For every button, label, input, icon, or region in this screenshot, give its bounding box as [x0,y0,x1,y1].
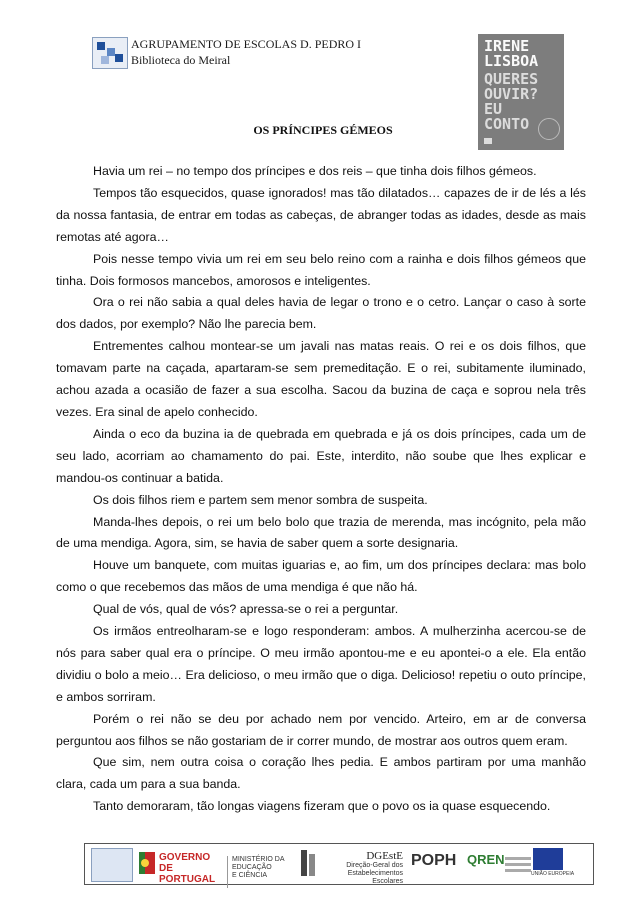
ministerio-logo: MINISTÉRIO DA EDUCAÇÃO E CIÊNCIA [227,856,294,888]
eu-flag-icon [533,848,563,870]
school-logo [92,37,128,69]
paragraph: Entrementes calhou montear-se um javali nas matas reais. O rei e os dois filhos, que tomavam parte na caçada, apartaram-se sem premeditação. E o rei, subitamente iluminado, achou azada a ocasião de fazer a sua escolha. Sacou da buzina de caça e soprou nela três vezes. Era sinal de apelo conhecido. [56,339,586,419]
school-logo-small [91,848,133,882]
paragraph: Tanto demoraram, tão longas viagens fizeram que o povo os ia quase esquecendo. [93,799,551,814]
dandelion-illustration [538,118,560,140]
paragraph: Porém o rei não se deu por achado nem por vencido. Arteiro, em ar de conversa perguntou aos filhos se não gostariam de ir correr mundo, de mostrar aos outros quem eram. [56,711,586,748]
qren-logo: QREN [467,852,505,867]
dgeste-symbol-icon [301,850,317,882]
header [131,36,361,68]
paragraph: Pois nesse tempo vivia um rei em seu belo reino com a rainha e dois filhos gémeos que tinha. Dois formosos mancebos, amorosos e inteligentes. [56,251,586,288]
paragraph: Os irmãos entreolharam-se e logo responderam: ambos. A mulherzinha acercou-se de nós para saber qual era o príncipe. O meu irmão apontou-me e eu apontei-o a ele. Ela então dividiu o bolo a meio… Era delicioso, o meu irmão que o diga. Delicioso! repetiu o outo príncipe, e ambos sorriram. [56,624,586,704]
dgeste-logo: DGEstE Direção-Geral dos Estabelecimentos Escolares [346,850,403,885]
paragraph: Ora o rei não sabia a qual deles havia de legar o trono e o cetro. Lançar o caso à sorte dos dados, por exemplo? Não lhe parecia bem. [56,295,586,332]
library-name: Biblioteca do Meiral [131,53,231,67]
story-body [56,161,586,818]
portugal-flag-icon [139,848,155,880]
qren-text [505,854,531,886]
paragraph: Que sim, nem outra coisa o coração lhes pedia. E ambos partiram por uma manhão clara, cada um para a sua banda. [56,755,586,792]
paragraph: Manda-lhes depois, o rei um belo bolo que trazia de merenda, mas incógnito, pela mão de uma mendiga. Agora, sim, se havia de saber quem a sorte designaria. [56,514,586,551]
school-name: AGRUPAMENTO DE ESCOLAS D. PEDRO I [131,37,362,51]
paragraph: Houve um banquete, com muitas iguarias e, ao fim, um dos príncipes declara: mas bolo como o que recebemos das mãos de uma mendiga é que não há. [56,558,586,595]
paragraph: Qual de vós, qual de vós? apressa-se o rei a perguntar. [93,602,399,617]
paragraph: Tempos tão esquecidos, quase ignorados! mas tão dilatados… capazes de ir de lés a lés da nossa fantasia, de entrar em todas as cabeças, de abranger todas as idades, desde as mais remotas até agora… [56,185,586,244]
eu-logo-text: UNIÃO EUROPEIA [531,871,575,877]
story-title: OS PRÍNCIPES GÉMEOS [253,123,393,137]
book-author: IRENE LISBOA [484,37,539,70]
paragraph: Ainda o eco da buzina ia de quebrada em quebrada e já os dois príncipes, cada um de seu lado, acorriam ao chamamento do pai. Este, interdito, não soube que lhes explicar e mandou-os continuar a batida. [56,426,586,485]
poph-logo: POPH [411,852,457,869]
paragraph: Os dois filhos riem e partem sem menor sombra de suspeita. [93,492,428,507]
book-title: QUERES OUVIR? EU CONTO [484,70,539,133]
paragraph: Havia um rei – no tempo dos príncipes e dos reis – que tinha dois filhos gémeos. [93,164,537,178]
publisher-logo [484,138,492,144]
governo-portugal-logo: GOVERNO DE PORTUGAL [159,852,216,885]
footer-logos [84,843,594,885]
